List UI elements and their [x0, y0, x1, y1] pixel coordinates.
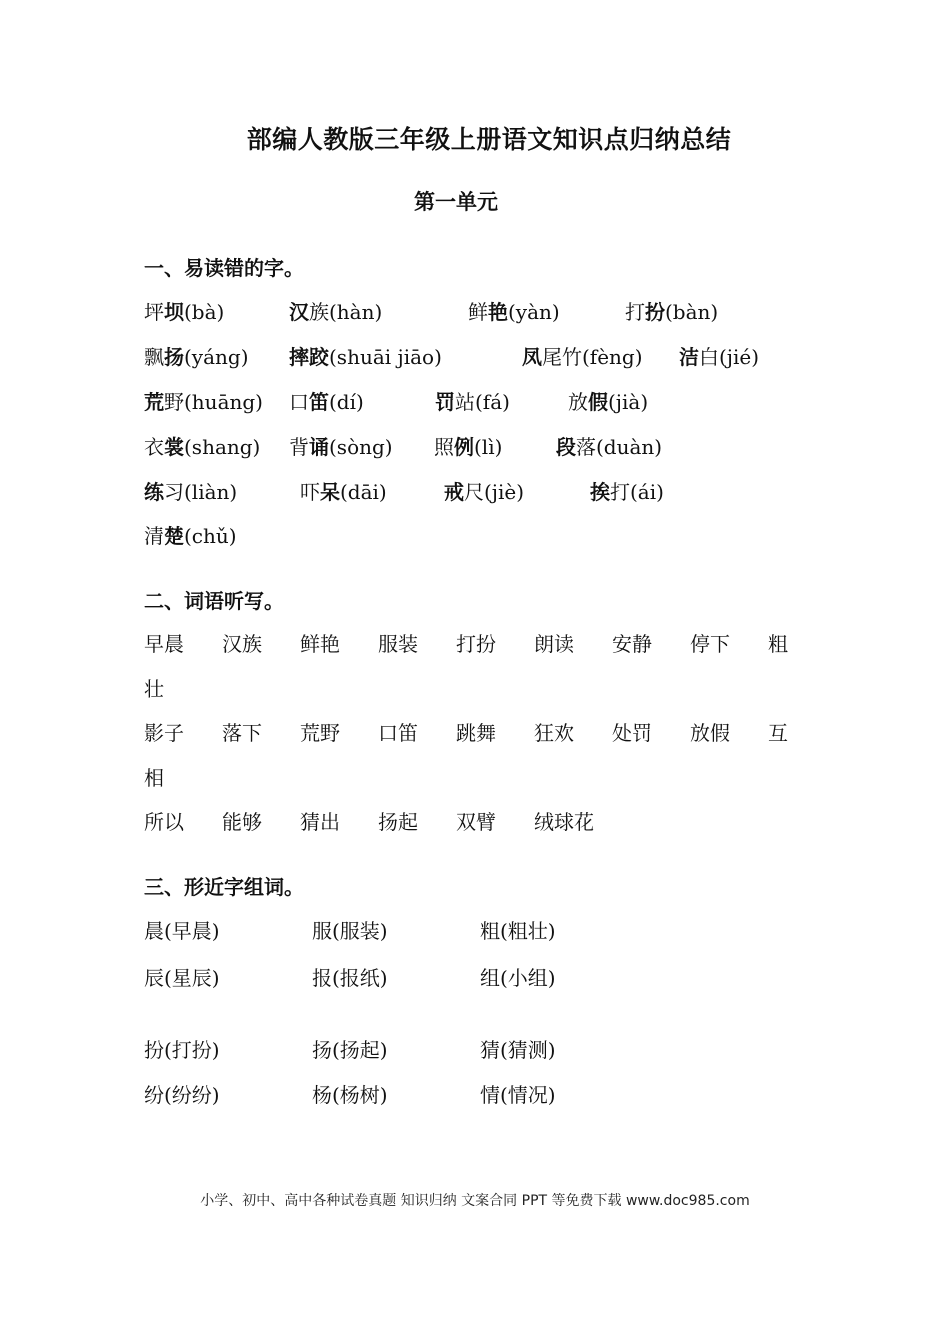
pinyin-item-key-char: 扬	[164, 345, 184, 369]
pinyin-item-key-char: 段	[556, 435, 576, 459]
dictation-word: 停下	[690, 632, 730, 656]
dictation-word: 落下	[222, 721, 262, 745]
section-heading-similar: 三、形近字组词。	[144, 875, 304, 899]
pinyin-item	[556, 431, 662, 460]
pinyin-item-reading: 尺(jiè)	[464, 480, 525, 504]
pinyin-item-reading: (sòng)	[329, 435, 393, 459]
dictation-word: 互	[768, 721, 788, 745]
section-heading-pinyin: 一、易读错的字。	[144, 256, 304, 280]
pinyin-item	[144, 431, 260, 460]
pinyin-item-reading: (shang)	[184, 435, 261, 459]
pinyin-item-prefix: 鲜	[468, 300, 488, 324]
dictation-word: 口笛	[378, 721, 418, 745]
similar-char-item: 扮(打扮)	[144, 1038, 220, 1062]
pinyin-item-prefix: 衣	[144, 435, 164, 459]
dictation-word: 服装	[378, 632, 418, 656]
similar-char-item: 粗(粗壮)	[480, 919, 556, 943]
pinyin-item-reading: (bà)	[184, 300, 225, 324]
pinyin-item	[144, 296, 224, 325]
pinyin-item-key-char: 挨	[590, 480, 610, 504]
similar-char-item: 杨(杨树)	[312, 1083, 388, 1107]
dictation-word: 处罚	[612, 721, 652, 745]
pinyin-item-key-char: 汉	[289, 300, 309, 324]
pinyin-item-prefix: 照	[434, 435, 454, 459]
similar-char-item: 扬(扬起)	[312, 1038, 388, 1062]
pinyin-item	[289, 341, 442, 370]
dictation-word: 绒球花	[534, 810, 594, 834]
dictation-word: 荒野	[300, 721, 340, 745]
pinyin-item	[435, 386, 510, 415]
pinyin-item-key-char: 假	[588, 390, 608, 414]
pinyin-item	[679, 341, 759, 370]
dictation-word: 相	[144, 766, 164, 790]
pinyin-item-reading: 习(liàn)	[164, 480, 238, 504]
pinyin-item-reading: (yàn)	[508, 300, 560, 324]
pinyin-item-key-char: 坝	[164, 300, 184, 324]
pinyin-item-reading: 野(huāng)	[164, 390, 263, 414]
dictation-word: 放假	[690, 721, 730, 745]
pinyin-item-reading: 落(duàn)	[576, 435, 663, 459]
pinyin-item	[590, 476, 664, 505]
pinyin-item	[300, 476, 387, 505]
similar-char-item: 辰(星辰)	[144, 966, 220, 990]
pinyin-item-reading: 白(jié)	[699, 345, 760, 369]
dictation-word: 双臂	[456, 810, 496, 834]
pinyin-item-key-char: 呆	[320, 480, 340, 504]
pinyin-item-reading: 站(fá)	[455, 390, 510, 414]
pinyin-item-reading: (chǔ)	[184, 524, 237, 548]
pinyin-item	[289, 296, 382, 325]
pinyin-item	[434, 431, 502, 460]
pinyin-item	[144, 520, 237, 549]
dictation-word: 打扮	[456, 632, 496, 656]
pinyin-item-prefix: 飘	[144, 345, 164, 369]
pinyin-item-reading: 尾竹(fèng)	[542, 345, 643, 369]
pinyin-item-key-char: 例	[454, 435, 474, 459]
pinyin-item	[144, 341, 249, 370]
pinyin-item-reading: 打(ái)	[610, 480, 664, 504]
dictation-word: 朗读	[534, 632, 574, 656]
pinyin-item-key-char: 笛	[309, 390, 329, 414]
dictation-word: 所以	[144, 810, 184, 834]
page-title: 部编人教版三年级上册语文知识点归纳总结	[246, 125, 732, 154]
similar-char-item: 猜(猜测)	[480, 1038, 556, 1062]
section-heading-dictation: 二、词语听写。	[144, 589, 284, 613]
dictation-word: 汉族	[222, 632, 262, 656]
pinyin-item-prefix: 吓	[300, 480, 320, 504]
pinyin-item-reading: 族(hàn)	[309, 300, 383, 324]
pinyin-item-key-char: 荒	[144, 390, 164, 414]
dictation-word: 扬起	[378, 810, 418, 834]
pinyin-item	[289, 386, 364, 415]
dictation-word: 能够	[222, 810, 262, 834]
pinyin-item	[289, 431, 393, 460]
pinyin-item-key-char: 戒	[444, 480, 464, 504]
pinyin-item-key-char: 艳	[488, 300, 508, 324]
pinyin-item-key-char: 罚	[435, 390, 455, 414]
pinyin-item-key-char: 洁	[679, 345, 699, 369]
pinyin-item-reading: (jià)	[608, 390, 649, 414]
similar-char-item: 纷(纷纷)	[144, 1083, 220, 1107]
pinyin-item-key-char: 裳	[164, 435, 184, 459]
dictation-word: 猜出	[300, 810, 340, 834]
dictation-word: 壮	[144, 677, 164, 701]
similar-char-item: 服(服装)	[312, 919, 388, 943]
pinyin-item-key-char: 练	[144, 480, 164, 504]
pinyin-item-key-char: 凤	[522, 345, 542, 369]
similar-char-item: 晨(早晨)	[144, 919, 220, 943]
pinyin-item-reading: (dāi)	[340, 480, 387, 504]
pinyin-item-prefix: 清	[144, 524, 164, 548]
pinyin-item	[144, 386, 263, 415]
dictation-word: 狂欢	[534, 721, 574, 745]
unit-heading: 第一单元	[414, 190, 498, 214]
pinyin-item-key-char: 诵	[309, 435, 329, 459]
dictation-word: 跳舞	[456, 721, 496, 745]
pinyin-item-reading: (shuāi jiāo)	[329, 345, 442, 369]
pinyin-item-reading: (dí)	[329, 390, 364, 414]
pinyin-item-prefix: 背	[289, 435, 309, 459]
pinyin-item-key-char: 楚	[164, 524, 184, 548]
pinyin-item-prefix: 口	[289, 390, 309, 414]
dictation-word: 粗	[768, 632, 788, 656]
pinyin-item	[468, 296, 560, 325]
pinyin-item-prefix: 坪	[144, 300, 164, 324]
pinyin-item-key-char: 扮	[645, 300, 665, 324]
similar-char-item: 组(小组)	[480, 966, 556, 990]
dictation-word: 安静	[612, 632, 652, 656]
dictation-word: 早晨	[144, 632, 184, 656]
similar-char-item: 报(报纸)	[312, 966, 388, 990]
pinyin-item	[568, 386, 648, 415]
pinyin-item	[625, 296, 718, 325]
pinyin-item	[522, 341, 643, 370]
similar-char-item: 情(情况)	[480, 1083, 556, 1107]
pinyin-item-key-char: 摔跤	[289, 345, 329, 369]
pinyin-item-prefix: 打	[625, 300, 645, 324]
pinyin-item-prefix: 放	[568, 390, 588, 414]
pinyin-item-reading: (yáng)	[184, 345, 249, 369]
page-footer: 小学、初中、高中各种试卷真题 知识归纳 文案合同 PPT 等免费下载 www.doc985.com	[200, 1193, 750, 1209]
dictation-word: 影子	[144, 721, 184, 745]
pinyin-item	[144, 476, 237, 505]
dictation-word: 鲜艳	[300, 632, 340, 656]
pinyin-item	[444, 476, 524, 505]
pinyin-item-reading: (bàn)	[665, 300, 719, 324]
pinyin-item-reading: (lì)	[474, 435, 503, 459]
